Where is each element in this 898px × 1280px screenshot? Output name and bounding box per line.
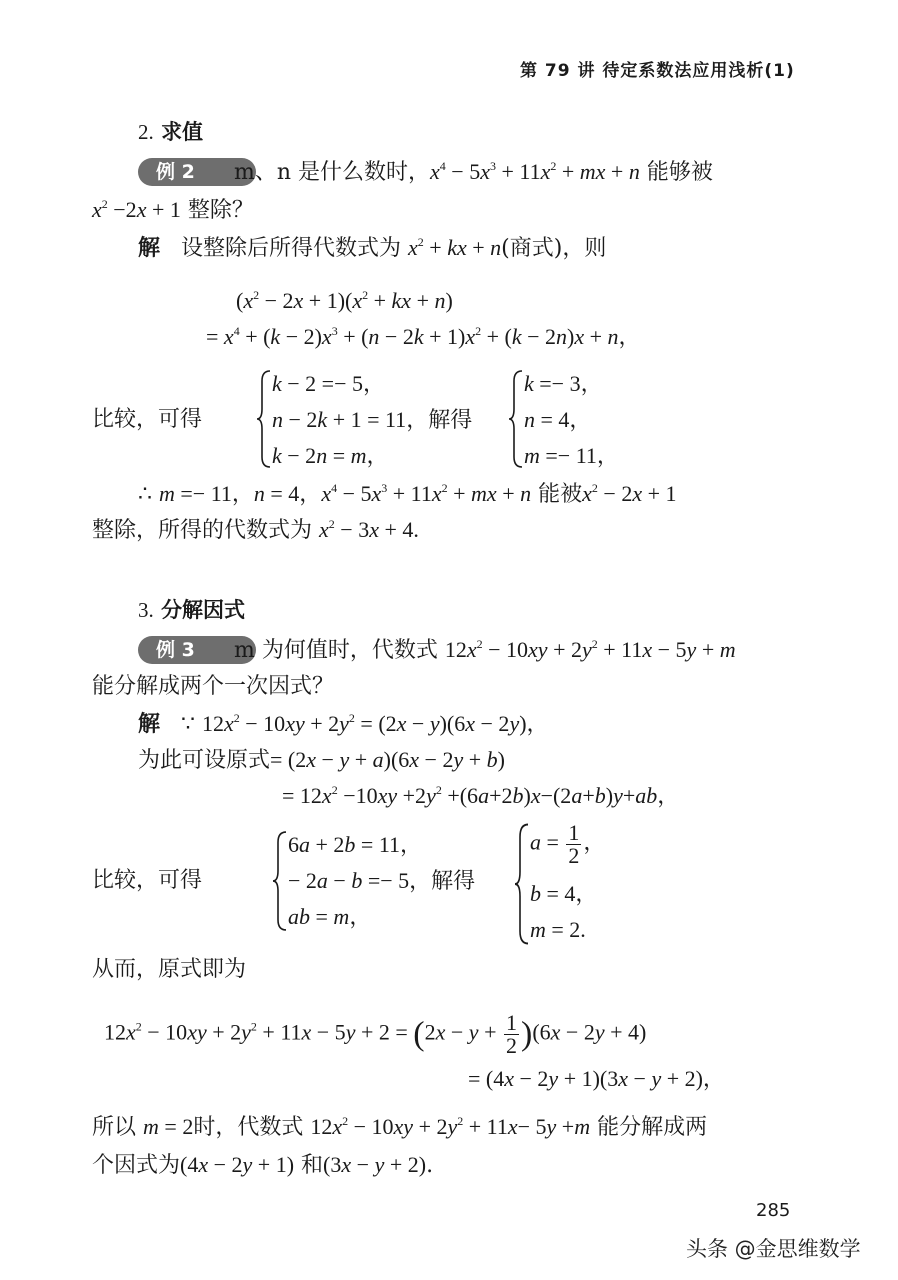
c-text: 能分解成两 (597, 1115, 708, 1140)
q-text: 能够被 (646, 160, 713, 185)
q-text: m、n 是什么数时， (234, 160, 431, 185)
c-text: 个因式为 (92, 1153, 181, 1178)
q-text: m 为何值时，代数式 (234, 638, 438, 663)
running-header: 第 79 讲 待定系数法应用浅析(1) (520, 61, 795, 81)
ex3-eq2: − 2a − b =− 5，解得 (288, 868, 476, 894)
c-text: 整除，所得的代数式为 (92, 518, 313, 543)
ex3-factored-line1: $12x^2 - 10xy + 2y^2 + 11x - 5y + 2 = (2x - y$ + $\frac{1}{2}$ )(6x − 2y + 4) (104, 1010, 647, 1058)
ex2-solution-line1 (138, 233, 606, 264)
ex3-eq3: ab = m， (288, 904, 372, 929)
ex2-product-line: $(x^2 - 2x + 1)(x^2$ + kx + n) (236, 288, 453, 313)
quadratic-factor: $12x^2 - 10xy + 2y^2 = (2x - y)(6x - 2y)$， (202, 711, 549, 736)
ex2-eq1: k − 2 =− 5， (272, 371, 385, 396)
s-text: 设整除后所得代数式为 (181, 236, 402, 261)
section-2-heading (138, 116, 203, 146)
q-text: 整除？ (187, 198, 254, 223)
ex3-question-line2: 能分解成两个一次因式？ (92, 674, 335, 699)
ex3-factored-line2: = (4x − 2y + 1)(3x − y + 2)， (468, 1066, 725, 1091)
badge-label: 例 2 (156, 161, 195, 183)
c-text: 所以 (92, 1115, 137, 1140)
left-brace-icon (256, 369, 272, 469)
therefore-icon: ∴ (138, 482, 152, 507)
polynomial: $12x^2 - 10xy + 2y^2 + 11x- 5y +m$ (310, 1114, 591, 1139)
ex3-solution-line1 (138, 709, 549, 740)
result-values: m =− 11，n = 4，$x^4 - 5x^3 + 11x^2$ + mx + n (159, 481, 532, 506)
ex2-conclusion-line1 (138, 479, 677, 510)
result-quotient: $x^2 - 3x + 4$. (319, 517, 419, 542)
section-number: 2. (138, 120, 154, 144)
ex2-question-line1 (234, 157, 713, 188)
c-text: . (426, 1153, 434, 1178)
ex2-sol3: m =− 11， (524, 443, 619, 468)
left-brace-icon (272, 830, 288, 932)
c-text: 时，代数式 (193, 1115, 304, 1140)
c-text: 和 (301, 1153, 324, 1178)
factor-1: (4x − 2y + 1) (180, 1152, 295, 1177)
ex2-eq3: k − 2n = m， (272, 443, 389, 468)
ex3-sol3: m = 2. (530, 917, 586, 942)
badge-label: 例 3 (156, 639, 195, 661)
ex2-eq2: n − 2k + 1 = 11，解得 (272, 407, 473, 433)
ex3-let-line (138, 745, 505, 776)
factor-2: (3x − y + 2) (323, 1152, 427, 1177)
fraction-one-half: $\frac{1}{2}$ (568, 820, 580, 868)
ex3-conclusion-line1: 所以 m = 2时，代数式 $12x^2 - 10xy + 2y^2 + 11x- 5y +m$ 能分解成两 (92, 1114, 708, 1140)
watermark: 头条 @金思维数学 (686, 1237, 861, 1261)
section-3-heading (138, 594, 245, 624)
ex2-conclusion-line2 (92, 515, 419, 546)
polynomial: $x^4 - 5x^3 + 11x^2$ + mx + n (430, 159, 640, 184)
polynomial: $12x^2 - 10xy + 2y^2 + 11x - 5y + m$ (444, 637, 736, 662)
assumed-form: = (2x − y + a)(6x − 2y + b) (270, 747, 505, 772)
ex2-sol2: n = 4， (524, 407, 592, 432)
ex3-thus-line: 从而，原式即为 (92, 957, 247, 982)
s-text: (商式)，则 (501, 236, 607, 261)
left-brace-icon (514, 822, 530, 946)
c-text: 能被 (538, 482, 583, 507)
ex2-compare-label: 比较，可得 (92, 407, 203, 432)
page-number: 285 (756, 1200, 791, 1221)
section-title: 分解因式 (161, 598, 246, 622)
ex2-sol1: k =− 3， (524, 371, 603, 396)
solution-label: 解 (138, 712, 161, 737)
because-icon: ∵ (181, 712, 195, 737)
quotient: $x^2$ + kx + n (408, 235, 502, 260)
section-title: 求值 (161, 120, 204, 144)
solved-label: ，解得 (406, 408, 473, 433)
ex3-conclusion-line2 (92, 1150, 433, 1181)
ex3-eq1: 6a + 2b = 11， (288, 832, 423, 857)
divisor: $x^2 -2x + 1$ (92, 197, 181, 222)
section-number: 3. (138, 598, 154, 622)
ex3-expansion-line: = $12x^2 -10xy +2y^2 +(6a+2b)x-(2a+b)y+ab$， (282, 783, 680, 808)
ex3-sol1: a = $\frac{1}{2}$ ， (530, 820, 606, 868)
solution-label: 解 (138, 236, 161, 261)
ex2-question-line2 (92, 195, 254, 226)
fraction-one-half: $\frac{1}{2}$ (505, 1010, 517, 1058)
divisor: $x^2 - 2x + 1$ (582, 481, 677, 506)
solved-label: ，解得 (409, 869, 476, 894)
ex3-question-line1 (234, 635, 736, 666)
ex3-sol2: b = 4， (530, 881, 598, 906)
ex3-compare-label: 比较，可得 (92, 868, 203, 893)
left-brace-icon (508, 369, 524, 469)
s-text: 为此可设原式 (138, 748, 271, 773)
ex2-expansion-line: = $x^4 + (k - 2)x^3 + (n - 2k + 1)x^2 + (k - 2n)x + n$， (206, 324, 641, 349)
